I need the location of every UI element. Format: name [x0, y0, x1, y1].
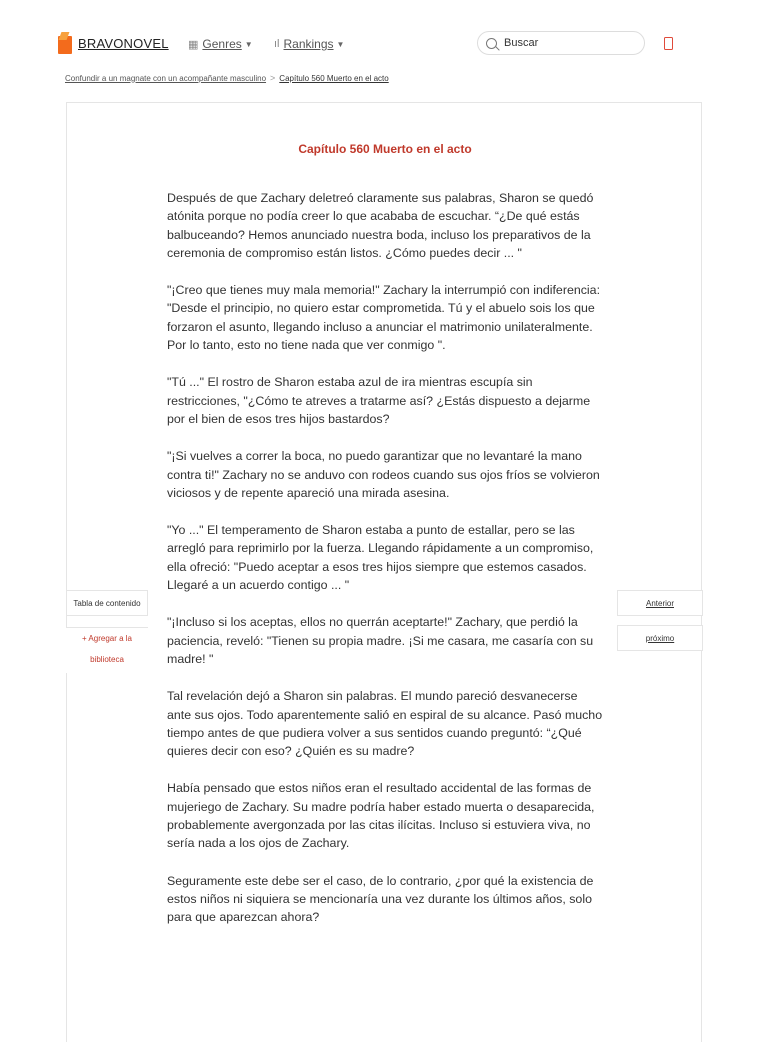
book-logo-icon: [58, 32, 72, 54]
brand-name[interactable]: BRAVONOVEL: [78, 35, 169, 51]
paragraph: Después de que Zachary deletreó claramente sus palabras, Sharon se quedó atónita porque no podía creer lo que acababa de escuchar. “¿De qué estás balbuceando? Hemos anunciado nuestra boda, incluso los preparativos de la ceremonia de compromiso están listos. ¿Cómo puedes decir ... ": [167, 191, 594, 260]
add-to-library-button[interactable]: [66, 627, 148, 673]
breadcrumb-book-link[interactable]: Confundir a un magnate con un acompañante masculino: [65, 73, 267, 83]
chevron-down-icon: ▼: [336, 39, 345, 49]
mobile-app-icon[interactable]: [664, 37, 673, 50]
chapter-title: Capítulo 560 Muerto en el acto: [298, 142, 472, 156]
table-of-contents-button[interactable]: Tabla de contenido: [66, 590, 148, 616]
paragraph: "¡Si vuelves a correr la boca, no puedo garantizar que no levantaré la mano contra ti!" Zachary no se anduvo con rodeos cuando sus ojos fríos se volvieron viciosos y de repente apareció una mirada asesina.: [167, 449, 600, 500]
add-to-library-label: + Agregar a la: [81, 634, 133, 643]
chevron-down-icon: ▼: [244, 39, 253, 49]
bar-chart-icon: ıl: [274, 38, 280, 50]
chapter-text: [167, 189, 605, 946]
paragraph: Había pensado que estos niños eran el resultado accidental de las formas de mujeriego de Zachary. Su madre podría haber estado muerta o desaparecida, probablemente avergonzada por las citas ilícitas. Incluso si estuviera viva, no sería nada a los ojos de Zachary.: [167, 781, 595, 851]
search-box[interactable]: [477, 31, 645, 55]
chapter-content: [66, 102, 702, 1042]
paragraph: "¡Creo que tienes muy mala memoria!" Zachary la interrumpió con indiferencia: "Desde el principio, no quiero estar comprometida. Tú y el abuelo sois los que forzaron el asunto, llegando incluso a anunciar el matrimonio unilateralmente. Por lo tanto, esto no tiene nada que ver conmigo ".: [167, 283, 601, 353]
site-header: [0, 0, 768, 70]
breadcrumb-separator: >: [270, 73, 276, 83]
breadcrumb: [65, 73, 389, 83]
genres-label[interactable]: Genres: [202, 37, 242, 51]
paragraph: "Tú ..." El rostro de Sharon estaba azul de ira mientras escupía sin restricciones, "¿Cómo te atreves a tratarme así? ¿Estás dispuesto a dejarme por el bien de esos tres hijos bastardos?: [167, 375, 591, 426]
grid-icon: ▦: [188, 38, 199, 51]
add-to-library-label-2: biblioteca: [90, 655, 124, 664]
rankings-menu[interactable]: [274, 37, 344, 51]
brand-logo[interactable]: [58, 32, 169, 54]
search-input[interactable]: [504, 37, 634, 49]
paragraph: Tal revelación dejó a Sharon sin palabras. El mundo pareció desvanecerse ante sus ojos. Todo aparentemente salió en espiral de su alcance. Pasó mucho tiempo antes de que pudiera volver a sus sentidos cuando preguntó: “¿Qué quieres decir con eso? ¿Quién es su madre?: [167, 689, 603, 759]
paragraph: Seguramente este debe ser el caso, de lo contrario, ¿por qué la existencia de estos niños ni siquiera se mencionaría una vez durante los últimos años, solo para que aparezcan ahora?: [167, 873, 594, 925]
breadcrumb-chapter-link[interactable]: Capítulo 560 Muerto en el acto: [279, 73, 389, 83]
search-icon[interactable]: [486, 38, 497, 49]
rankings-label[interactable]: Rankings: [283, 37, 334, 51]
next-chapter-button[interactable]: próximo: [617, 625, 703, 651]
paragraph: "Yo ..." El temperamento de Sharon estaba a punto de estallar, pero se las arregló para reprimirlo por la fuerza. Llegando rápidamente a un compromiso, ella ofreció: "Puedo aceptar a esos tres hijos siempre que estemos casados. Llegaré a un acuerdo contigo ... ": [167, 523, 594, 593]
genres-menu[interactable]: [188, 37, 253, 51]
paragraph: "¡Incluso si los aceptas, ellos no querrán aceptarte!" Zachary, que perdió la paciencia, reveló: "Tienen su propia madre. ¡Si me casara, me casaría con su madre! ": [167, 615, 594, 666]
previous-chapter-button[interactable]: Anterior: [617, 590, 703, 616]
